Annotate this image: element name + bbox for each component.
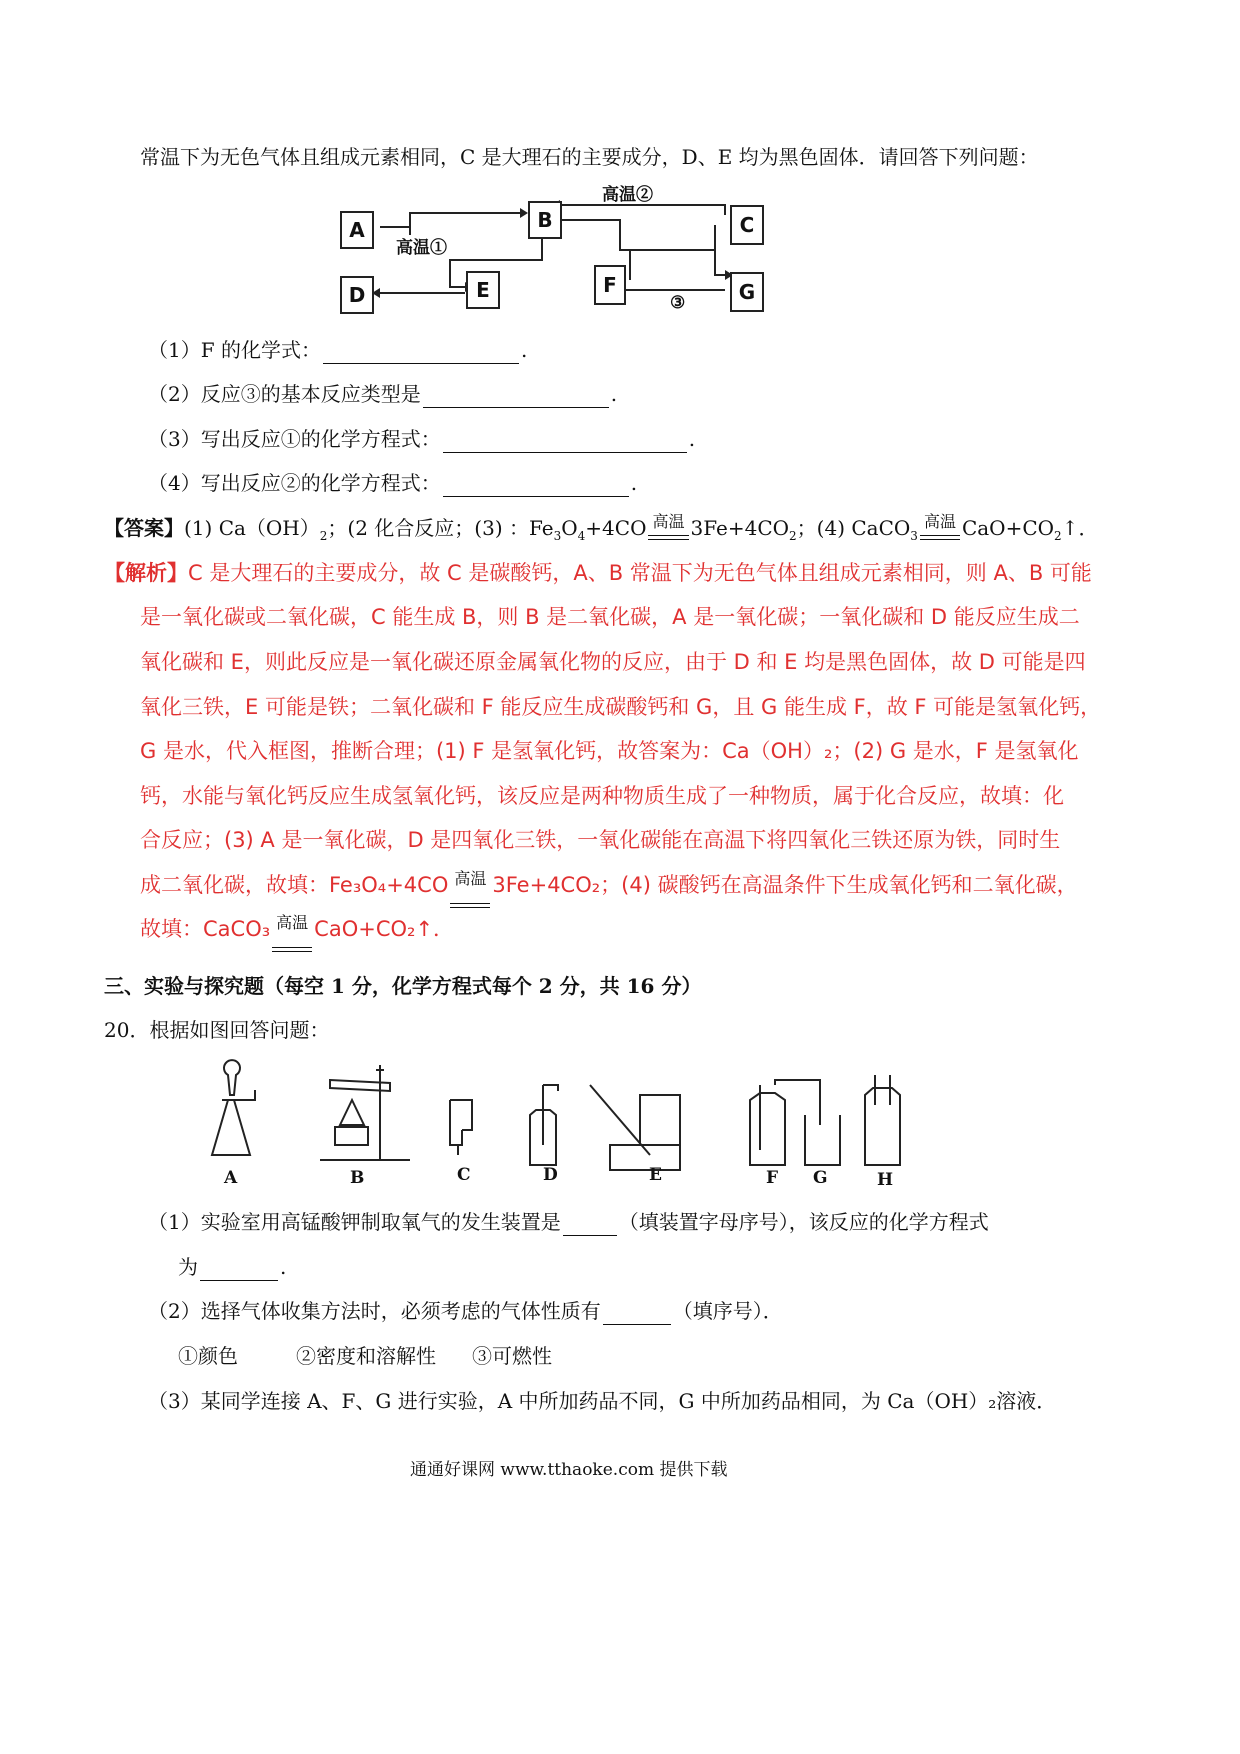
answer-blank-4[interactable] (443, 474, 629, 497)
label-gaowen-2: 高温② (602, 185, 653, 205)
apparatus-label-c: C (457, 1165, 471, 1185)
analysis-line-9: 故填：CaCO₃ $^{高温}$ CaO+CO₂↑． (140, 904, 454, 956)
box-e: E (466, 271, 500, 309)
analysis-line-5: G 是水，代入框图，推断合理；(1) F 是氢氧化钙，故答案为：Ca（OH）₂；(2) G 是水，F 是氢氧化 (140, 739, 1079, 763)
analysis-line-7: 合反应；(3) A 是一氧化碳，D 是四氧化三铁，一氧化碳能在高温下将四氧化三铁还原为铁，同时生 (140, 828, 1061, 852)
answer-blank-1[interactable] (323, 341, 519, 364)
answer-blank-20-1b[interactable] (200, 1258, 278, 1281)
question-2: （2）反应③的基本反应类型是 . (148, 382, 618, 406)
answer-blank-2[interactable] (423, 385, 609, 408)
analysis-line-4: 氧化三铁，E 可能是铁；二氧化碳和 F 能反应生成碳酸钙和 G，且 G 能生成 F，故 F 可能是氢氧化钙， (140, 695, 1102, 719)
box-f: F (594, 265, 626, 305)
answer-blank-3[interactable] (443, 430, 687, 453)
apparatus-label-e: E (649, 1165, 662, 1185)
box-c: C (730, 205, 764, 245)
label-reaction-3: ③ (670, 293, 686, 313)
apparatus-figure (200, 1055, 920, 1190)
option-2: ②密度和溶解性 (296, 1344, 436, 1368)
question-20-1-cont: 为 . (178, 1255, 287, 1279)
apparatus-label-b: B (350, 1168, 365, 1188)
intro-text: 常温下为无色气体且组成元素相同，C 是大理石的主要成分，D、E 均为黑色固体．请回答下列问题： (140, 145, 1039, 169)
condition-gaowen: 高温 (918, 514, 962, 544)
apparatus-label-h: H (877, 1170, 894, 1190)
question-20-1: （1）实验室用高锰酸钾制取氧气的发生装置是 （填装置字母序号），该反应的化学方程式 (148, 1210, 989, 1234)
answer-blank-20-2[interactable] (603, 1302, 671, 1325)
question-1: （1）F 的化学式： . (148, 338, 528, 362)
analysis-line-3: 氧化碳和 E，则此反应是一氧化碳还原金属氧化物的反应，由于 D 和 E 均是黑色固体，故 D 可能是四 (140, 650, 1086, 674)
question-20: 20．根据如图回答问题： (104, 1018, 330, 1042)
question-20-3: （3）某同学连接 A、F、G 进行实验，A 中所加药品不同，G 中所加药品相同，为 Ca（OH）₂溶液． (148, 1389, 1057, 1413)
apparatus-drawing (200, 1055, 920, 1190)
section-heading: 三、实验与探究题（每空 1 分，化学方程式每个 2 分，共 16 分） (104, 974, 702, 998)
answer-line: 【答案】(1) $Ca(OH)_2$；(2 化合反应；(3) ：$Fe_3O_4+4CO$ $^{高温}$ $3Fe+4CO_2$；(4) CaCO$_3^{高温}$ $CaO+CO_2↑$． (104, 512, 1099, 543)
analysis-line-2: 是一氧化碳或二氧化碳，C 能生成 B，则 B 是二氧化碳，A 是一氧化碳；一氧化碳和 D 能反应生成二 (140, 605, 1080, 629)
box-d: D (340, 276, 374, 314)
apparatus-label-d: D (543, 1165, 558, 1185)
box-g: G (730, 272, 764, 312)
option-3: ③可燃性 (472, 1344, 552, 1368)
apparatus-label-g: G (813, 1168, 828, 1188)
answer-blank-20-1a[interactable] (563, 1213, 617, 1236)
analysis-line-8: 成二氧化碳，故填：Fe₃O₄+4CO $^{高温}$ 3Fe+4CO₂；(4) 碳酸钙在高温条件下生成氧化钙和二氧化碳， (140, 860, 1078, 912)
option-1: ①颜色 (178, 1344, 238, 1368)
analysis-line-1: 【解析】C 是大理石的主要成分，故 C 是碳酸钙，A、B 常温下为无色气体且组成元素相同，则 A、B 可能 (104, 561, 1092, 585)
footer: 通通好课网 www.tthaoke.com 提供下载 (410, 1460, 728, 1480)
question-3: （3）写出反应①的化学方程式： . (148, 427, 696, 451)
condition-gaowen: 高温 (646, 514, 690, 544)
label-gaowen-1: 高温① (396, 238, 447, 258)
question-4: （4）写出反应②的化学方程式： . (148, 471, 638, 495)
box-b: B (528, 201, 562, 239)
analysis-line-6: 钙，水能与氧化钙反应生成氢氧化钙，该反应是两种物质生成了一种物质，属于化合反应，故填：化 (140, 784, 1064, 808)
reaction-diagram (330, 175, 790, 320)
apparatus-label-f: F (766, 1168, 779, 1188)
box-a: A (340, 211, 374, 249)
apparatus-label-a: A (224, 1168, 238, 1188)
question-20-2: （2）选择气体收集方法时，必须考虑的气体性质有 （填序号）． (148, 1299, 783, 1323)
